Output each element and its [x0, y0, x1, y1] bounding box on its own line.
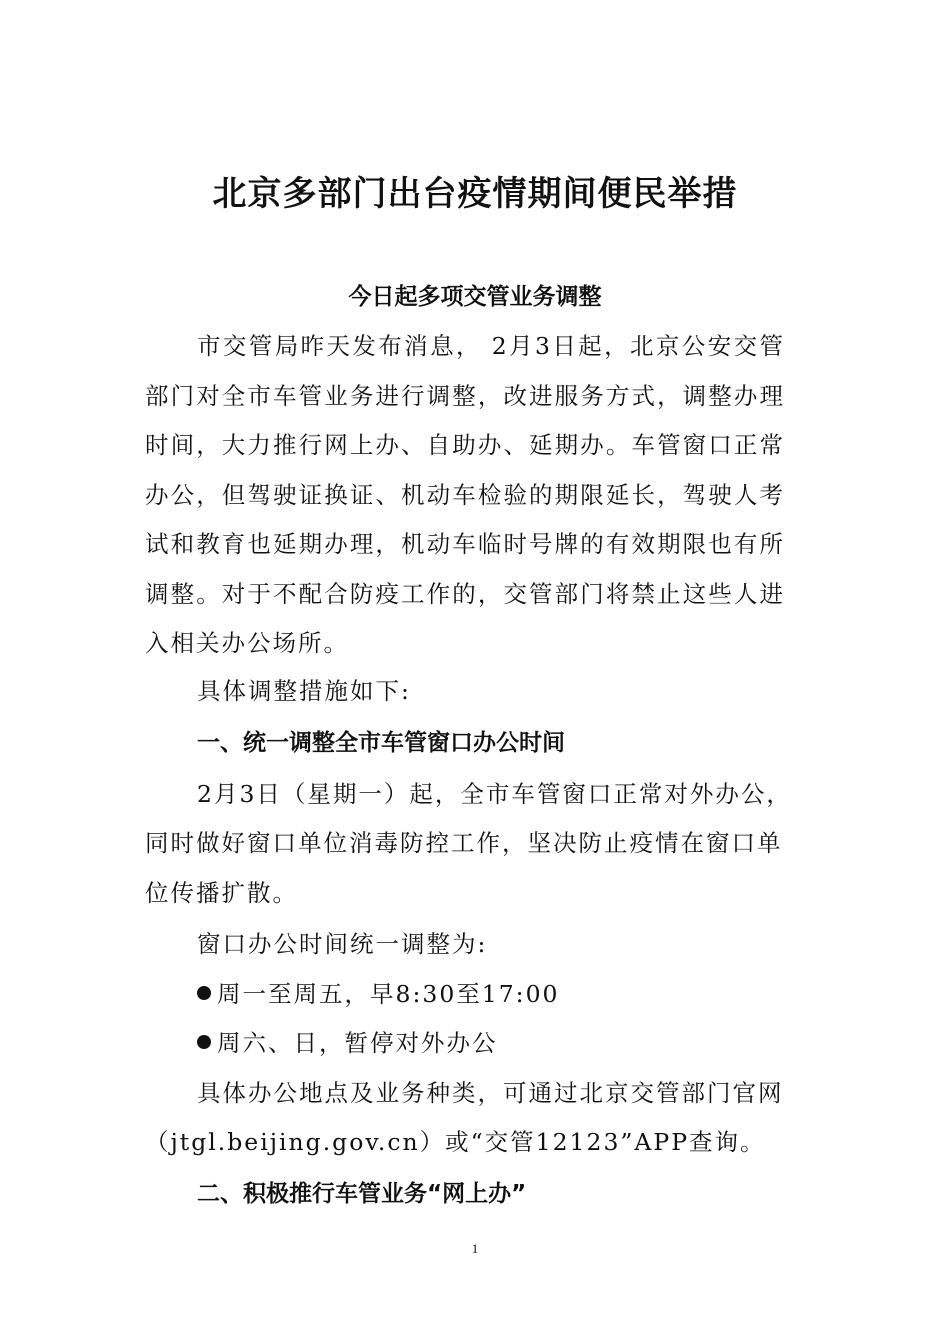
document-title: 北京多部门出台疫情期间便民举措 — [212, 174, 738, 214]
section-1-paragraph-line-2: 同时做好窗口单位消毒防控工作，坚决防止疫情在窗口单 — [145, 829, 783, 857]
section-1-paragraph-line-1: 2月3日（星期一）起，全市车管窗口正常对外办公， — [197, 780, 792, 808]
section-1-paragraph-line-3: 位传播扩散。 — [145, 879, 298, 907]
hours-intro: 窗口办公时间统一调整为: — [197, 930, 488, 958]
hours-bullet-weekend — [197, 1025, 797, 1061]
hours-bullet-weekdays-text: 周一至周五，早8:30至17:00 — [217, 980, 560, 1008]
section-2-heading: 二、积极推行车管业务“网上办” — [197, 1181, 527, 1207]
bullet-dot-icon — [197, 986, 211, 1000]
measures-intro: 具体调整措施如下: — [197, 677, 411, 705]
bullet-dot-icon — [197, 1035, 211, 1049]
document-subtitle: 今日起多项交管业务调整 — [348, 284, 602, 310]
hours-bullet-weekdays — [197, 976, 797, 1012]
intro-paragraph: 市交管局昨天发布消息， 2月3日起，北京公安交管部门对全市车管业务进行调整，改进服务方式，调整办理时间，大力推行网上办、自助办、延期办。车管窗口正常办公，但驾驶证换证、机动车检验的期限延长，驾驶人考试和教育也延期办理，机动车临时号牌的有效期限也有所调整。对于不配合防疫工作的，交管部门将禁止这些人进入相关办公场所。 — [145, 332, 785, 657]
page-number: 1 — [471, 1241, 479, 1256]
hours-bullet-weekend-text: 周六、日，暂停对外办公 — [217, 1029, 498, 1057]
section-1-heading: 一、统一调整全市车管窗口办公时间 — [197, 730, 565, 756]
info-line-1: 具体办公地点及业务种类，可通过北京交管部门官网 — [197, 1079, 784, 1107]
info-line-2: （jtgl.beijing.gov.cn）或“交管12123”APP查询。 — [145, 1128, 766, 1156]
